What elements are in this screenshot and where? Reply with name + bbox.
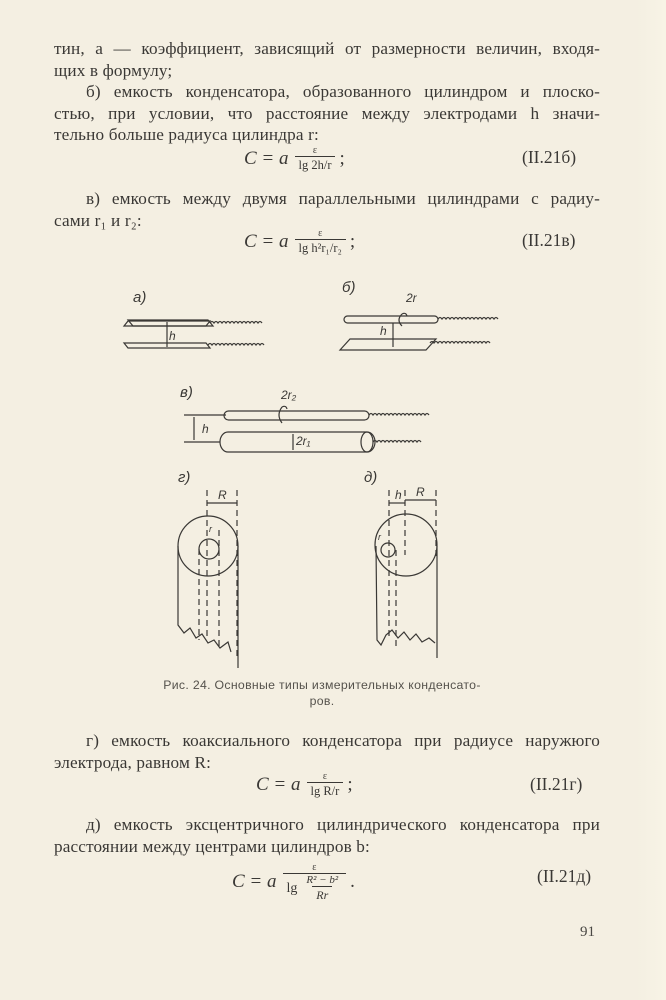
panel-a-parallel-plates <box>124 289 264 348</box>
inner-denominator: Rr <box>312 886 332 902</box>
inner-numerator: R² − b² <box>306 874 339 886</box>
fraction-numerator: ε <box>312 145 318 156</box>
formula-ii-21b <box>244 145 345 172</box>
text-line: стью, при условии, что расстояние между электродами h значи- <box>54 103 600 123</box>
panel-g-coaxial <box>178 469 238 668</box>
panel-label: в) <box>180 384 193 401</box>
equation-number: (II.21б) <box>522 147 577 167</box>
formula-lhs: C = a <box>256 773 301 795</box>
text-line: сами r₁ и r₂: <box>54 210 142 230</box>
equation-number: (II.21г) <box>530 774 583 794</box>
fraction-denominator: lg 2h/r <box>295 156 336 172</box>
caption-line: ров. <box>309 694 335 708</box>
panel-label: а) <box>133 289 147 306</box>
fraction <box>307 771 344 798</box>
formula-lhs: C = a <box>232 871 277 892</box>
fraction-denominator: lg R/r <box>307 782 344 798</box>
paragraph-v <box>54 188 600 231</box>
fraction-denominator <box>283 873 347 902</box>
text-line: г) емкость коаксиального конденсатора при радиусе наружюго <box>86 731 600 750</box>
caption-line: Рис. 24. Основные типы измерительных конденсато- <box>163 678 481 692</box>
paragraph-d <box>54 814 600 857</box>
panel-label: б) <box>342 279 356 296</box>
dim-h-label: h <box>169 329 176 343</box>
dim-h-label: h <box>395 488 402 502</box>
inner-fraction <box>302 875 342 902</box>
dim-r-label: R <box>416 485 425 499</box>
paragraph-continuation <box>54 38 600 146</box>
formula-ii-21g <box>256 771 353 798</box>
formula-punctuation: . <box>350 871 355 892</box>
formula-punctuation: ; <box>349 230 356 252</box>
formula-ii-21d <box>232 862 355 902</box>
equation-number: (II.21д) <box>537 866 592 886</box>
panel-label: г) <box>178 469 191 486</box>
fraction-denominator: lg h²r₁/r₂ <box>295 239 346 255</box>
page-number: 91 <box>580 924 595 940</box>
figure-caption <box>130 677 514 709</box>
figure-24-capacitor-types <box>0 270 666 670</box>
fraction <box>295 228 346 255</box>
panel-b-cylinder-plane <box>340 279 498 350</box>
dim-h-label: h <box>202 422 209 436</box>
panel-d-eccentric <box>364 469 437 658</box>
text-line: д) емкость эксцентричного цилиндрического конденсатора при <box>86 815 600 834</box>
dim-small-r-label: r <box>209 524 212 534</box>
panel-v-parallel-cylinders <box>180 384 429 452</box>
fraction <box>295 145 336 172</box>
dim-2r-label: 2r <box>406 291 417 305</box>
text-line: б) емкость конденсатора, образованного цилиндром и плоско- <box>86 82 600 101</box>
text-line: щих в формулу; <box>54 60 173 80</box>
equation-number: (II.21в) <box>522 230 576 250</box>
formula-ii-21v <box>244 228 355 255</box>
log-prefix: lg <box>286 880 298 896</box>
text-line: в) емкость между двумя параллельными цилиндрами с радиу- <box>86 189 600 208</box>
text-line: тельно больше радиуса цилиндра r: <box>54 125 319 144</box>
fraction <box>283 862 347 902</box>
panel-label: д) <box>364 469 378 486</box>
fraction-numerator: ε <box>312 862 317 873</box>
formula-lhs: C = a <box>244 147 289 169</box>
formula-punctuation: ; <box>339 147 345 169</box>
dim-small-r-label: r <box>378 532 381 542</box>
fraction-numerator: ε <box>322 771 328 782</box>
formula-lhs: C = a <box>244 230 289 252</box>
fraction-numerator: ε <box>318 228 323 239</box>
text-line: тин, a — коэффициент, зависящий от размерности величин, входя- <box>54 39 600 58</box>
dim-2r1-label: 2r₁ <box>296 434 311 448</box>
formula-punctuation: ; <box>347 773 353 795</box>
dim-r-label: R <box>218 488 227 502</box>
paragraph-g <box>54 730 600 773</box>
dim-h-label: h <box>380 324 387 338</box>
dim-2r2-label: 2r₂ <box>281 388 297 402</box>
text-line: электрода, равном R: <box>54 752 211 772</box>
text-line: расстоянии между центрами цилиндров b: <box>54 836 370 856</box>
